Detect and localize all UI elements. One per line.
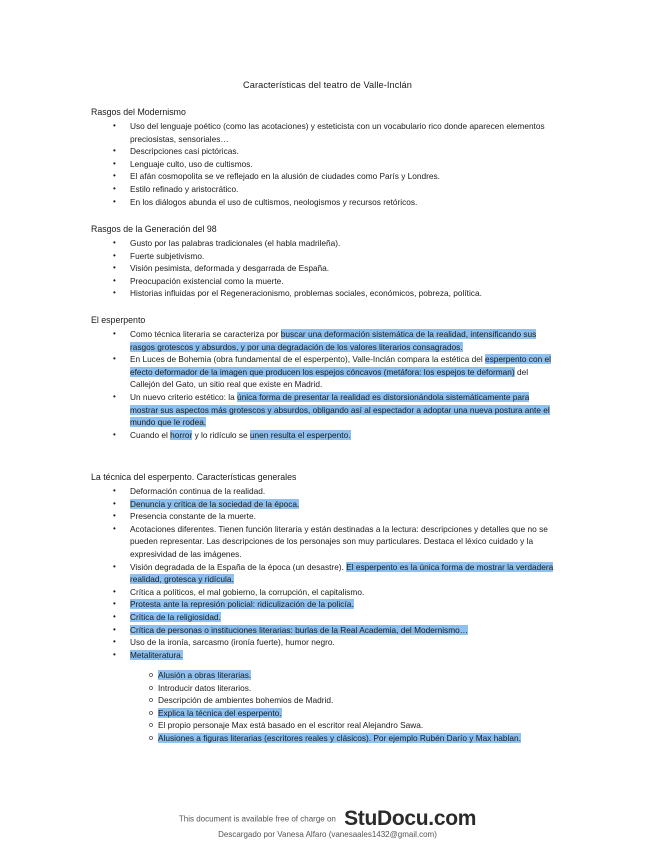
highlighted-text: Alusiones a figuras literarias (escritores reales y clásicos). Por ejemplo Rubén Darío y Max hablan. [158,732,521,743]
list-item [110,636,555,649]
list-item [149,719,559,732]
list-item [149,707,559,720]
section-heading-tecnica: La técnica del esperpento. Características generales [91,472,297,482]
item-text: Introducir datos literarios. [158,682,252,693]
item-text: Presencia constante de la muerte. [130,511,256,522]
list-item [110,170,555,183]
list-item [110,649,555,662]
highlighted-text: esperpento con el efecto deformador de la imagen que producen los espejos cóncavos (metáfora: los espejos te deforman) [130,354,551,377]
item-text: Preocupación existencial como la muerte. [130,275,284,286]
item-text: Cuando el [130,429,171,440]
list-item [110,158,555,171]
list-item [110,262,555,275]
list-item [110,510,555,523]
list-item [110,183,555,196]
item-text: Estilo refinado y aristocrático. [130,183,239,194]
list-item [110,598,555,611]
section-heading-generacion-98: Rasgos de la Generación del 98 [91,224,217,234]
item-text: Lenguaje culto, uso de cultismos. [130,158,253,169]
item-text: Descripciones casi pictóricas. [130,146,239,157]
item-text: Historias influidas por el Regeneracionismo, problemas sociales, económicos, pobreza, política. [130,288,482,299]
list-item [110,498,555,511]
list-item [110,561,555,586]
item-text: Visión pesimista, deformada y desgarrada de España. [130,263,330,274]
list-item [110,353,555,391]
list-item [110,275,555,288]
list-item [149,669,559,682]
list-item [110,120,555,145]
list-item [110,328,555,353]
item-text: En los diálogos abunda el uso de cultismos, neologismos y recursos retóricos. [130,196,418,207]
section-heading-modernismo: Rasgos del Modernismo [91,107,186,117]
highlighted-text: Denuncia y crítica de la sociedad de la época. [130,498,300,509]
highlighted-text: Protesta ante la represión policial: ridiculización de la policía. [130,599,354,610]
list-item [110,586,555,599]
availability-text: This document is available free of charge on [178,814,336,824]
section-heading-esperpento: El esperpento [91,315,146,325]
item-text: Uso del lenguaje poético (como las acotaciones) y esteticista con un vocabulario rico donde aparecen elementos preciosistas, sensoriales… [130,121,545,144]
list-esperpento [110,328,555,441]
list-generacion-98 [110,237,555,300]
highlighted-text: Crítica de la religiosidad. [130,611,221,622]
item-text: y lo ridículo se [192,429,250,440]
highlighted-text: Alusión a obras literarias. [158,670,252,680]
highlighted-text: buscar una deformación sistemática de la realidad, intensificando sus rasgos grotescos y absurdos, y por una degradación de los valores literarios consagrados. [130,329,537,352]
footer-availability [0,807,655,831]
item-text: Como técnica literaria se caracteriza por [130,329,281,339]
item-text: Descripción de ambientes bohemios de Madrid. [158,695,334,706]
item-text: Un nuevo criterio estético: la [130,391,237,402]
page-title: Características del teatro de Valle-Inclán [243,80,412,90]
list-item [110,250,555,263]
download-note: Descargado por Vanesa Alfaro (vanesaales1432@gmail.com) [218,830,437,839]
list-item [110,145,555,158]
item-text: Gusto por las palabras tradicionales (el habla madrileña). [130,238,341,248]
highlighted-text: única forma de presentar la realidad es distorsionándola sistemáticamente para mostrar sus aspectos más grotescos y absurdos, obligando así al espectador a adoptar una nueva postura ante el mundo que le rodea. [130,391,550,428]
item-text: Uso de la ironía, sarcasmo (ironía fuerte), humor negro. [130,637,335,648]
item-text: Visión degradada de la España de la época (un desastre). [130,561,347,572]
list-item [110,391,555,429]
item-text: Acotaciones diferentes. Tienen función literaria y están destinadas a la lectura: descripciones y detalles que no se pueden representar. Las descripciones de los personajes son muy particulares. Destaca el léxico cuidado y la expresividad de las imágenes. [130,523,548,559]
list-item [149,694,559,707]
list-item [149,682,559,695]
list-item [110,287,555,300]
item-text: Crítica a políticos, el mal gobierno, la corrupción, el capitalismo. [130,586,365,597]
list-item [110,429,555,442]
highlighted-text: unen resulta el esperpento. [249,429,351,440]
item-text: Deformación continua de la realidad. [130,486,266,496]
item-text: El afán cosmopolita se ve reflejado en la alusión de ciudades como París y Londres. [130,171,440,182]
list-item [110,523,555,561]
list-modernismo [110,120,555,208]
highlighted-text: Explica la técnica del esperpento. [158,707,282,718]
highlighted-text: Metaliteratura. [130,649,184,660]
list-tecnica [110,485,555,661]
highlighted-text: El esperpento es la única forma de mostrar la verdadera realidad, grotesca y ridícula. [130,561,554,585]
list-item [110,611,555,624]
list-item [110,485,555,498]
item-text: En Luces de Bohemia (obra fundamental de el esperpento), Valle-Inclán compara la estética del [130,354,485,365]
item-text: Fuerte subjetivismo. [130,250,205,261]
studocu-logo[interactable]: StuDocu.com [344,807,477,830]
list-item [110,196,555,209]
highlighted-text: horror [170,429,193,440]
item-text: del Callejón del Gato, un sitio real que existe en Madrid. [130,366,529,390]
highlighted-text: Crítica de personas o instituciones literarias: burlas de la Real Academia, del Modernismo… [130,624,469,635]
list-item [149,732,559,745]
item-text: El propio personaje Max está basado en el escritor real Alejandro Sawa. [158,720,424,731]
sublist-metaliteratura [149,669,559,745]
list-item [110,624,555,637]
list-item [110,237,555,250]
